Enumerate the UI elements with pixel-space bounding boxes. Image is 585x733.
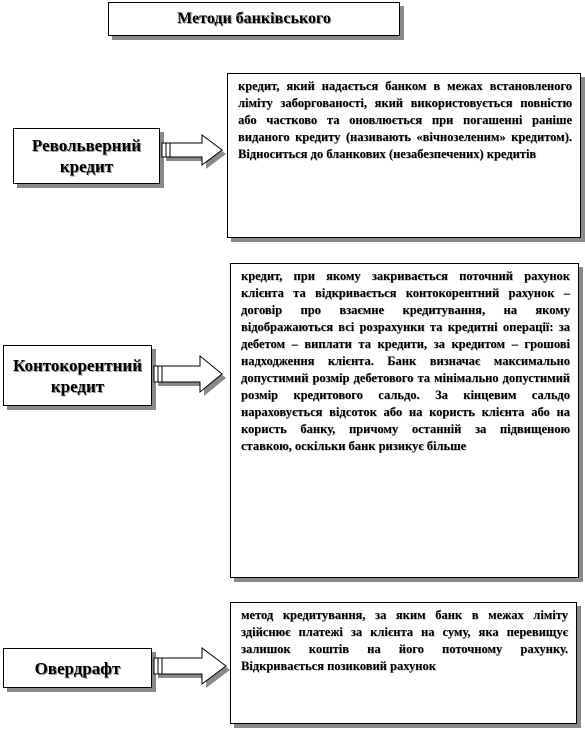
description-text: метод кредитування, за яким банк в межах ліміту здійснює платежі за клієнта на суму, яка перевищує залишок коштів на його поточному рахунку. Відкривається позиковий рахунок (241, 608, 568, 673)
description-text: кредит, при якому закривається поточний рахунок клієнта та відкривається контокорентний рахунок – договір про взаємне кредитування, на якому відображаються всі розрахунки та кредитні операції: за дебетом – виплати та кредити, за кредитом – грошові надходження клієнта. Банк визначає максимально допустимий розмір дебетового та мінімально допустимий розмір кредитового сальдо. За кінцевим сальдо нараховується відсоток або на користь клієнта або на користь банку, причому останній за підвищеною ставкою, оскільки банк ризикує більше (241, 269, 570, 453)
method-label-contocurrent (3, 345, 152, 406)
title-box (108, 2, 400, 36)
method-name: Контокорентний кредит (12, 355, 142, 396)
method-label-overdraft (3, 648, 152, 688)
arrow-right-icon (152, 646, 232, 690)
arrow-right-icon (160, 132, 228, 172)
method-description-overdraft (230, 602, 577, 724)
method-name: Револьверний кредит (31, 136, 142, 176)
method-name: Овердрафт (34, 658, 121, 678)
method-description-contocurrent (230, 263, 579, 578)
method-label-revolving (13, 128, 160, 184)
arrow-right-icon (152, 354, 228, 398)
method-description-revolving (227, 73, 581, 238)
diagram-title: Методи банківського (177, 10, 331, 27)
description-text: кредит, який надається банком в межах встановленого ліміту заборгованості, який використовується повністю або частково та оновлюється при погашенні раніше виданого кредиту (називають «вічнозеленим» кредитом). Відноситься до бланкових (незабезпечених) кредитів (238, 79, 572, 161)
